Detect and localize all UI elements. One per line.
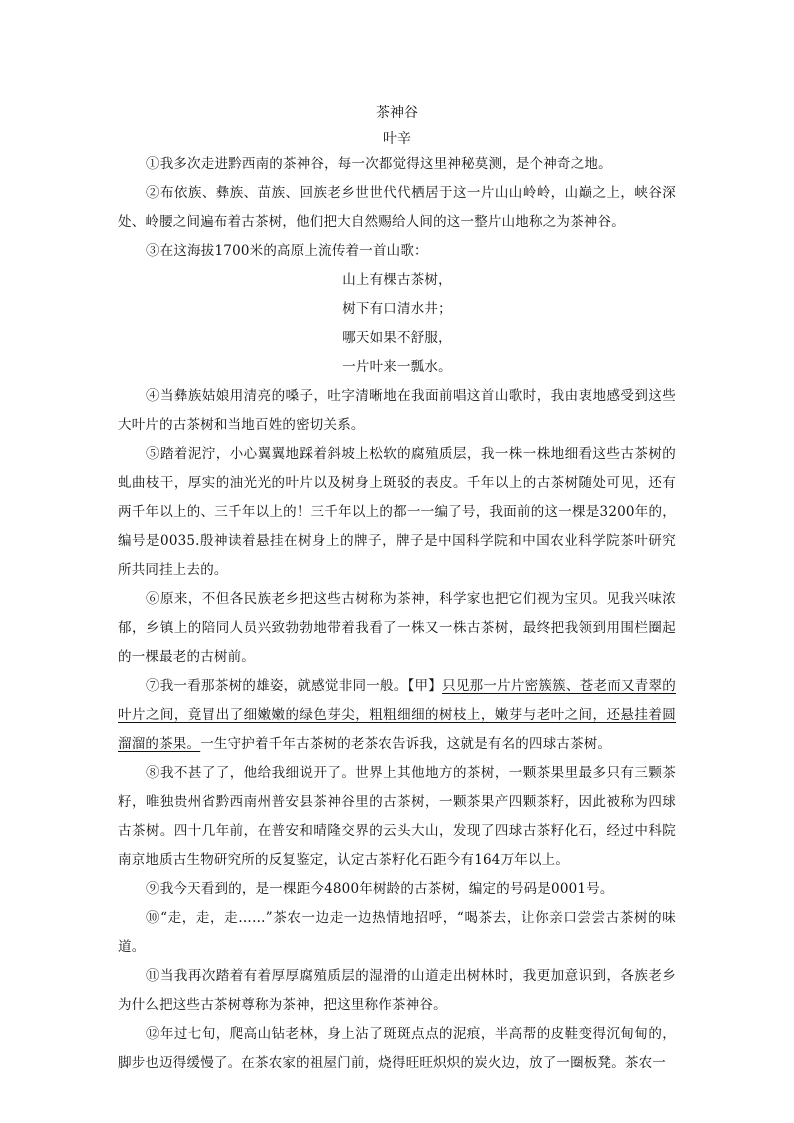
paragraph-6: ⑥原来，不但各民族老乡把这些古树称为茶神，科学家也把它们视为宝贝。见我兴味浓郁，乡镇上的陪同人员兴致勃勃地带着我看了一株又一株古茶树，最终把我领到用围栏圈起的一棵最老的古树前。 xyxy=(118,591,676,665)
poem-line-1: 山上有棵古茶树， xyxy=(342,272,452,288)
paragraph-9: ⑨我今天看到的，是一棵距今4800年树龄的古茶树，编定的号码是0001号。 xyxy=(146,881,614,897)
paragraph-3: ③在这海拔1700米的高原上流传着一首山歌： xyxy=(146,243,428,259)
paragraph-12: ⑫年过七旬，爬高山钻老林，身上沾了斑斑点点的泥痕，半高帮的皮鞋变得沉甸甸的，脚步也迈得缓慢了。在茶农家的祖屋门前，烧得旺旺炽炽的炭火边，放了一圈板凳。茶农一 xyxy=(118,1026,676,1071)
paragraph-11: ⑪当我再次踏着有着厚厚腐殖质层的湿滑的山道走出树林时，我更加意识到，各族老乡为什么把这些古茶树尊称为茶神，把这里称作茶神谷。 xyxy=(118,968,676,1013)
paragraph-7-tail: 一生守护着千年古茶树的老茶农告诉我，这就是有名的四球古茶树。 xyxy=(200,736,612,752)
paragraph-7-lead: ⑦我一看那茶树的雄姿，就感觉非同一般。【甲】 xyxy=(146,678,443,694)
poem-line-4: 一片叶来一瓢水。 xyxy=(342,359,452,375)
underlined-passage-jia: 只见那一片片密簇簇、苍老而又青翠的叶片之间，竟冒出了细嫩嫩的绿色芽尖，粗粗细细的树枝上，嫩芽与老叶之间，还悬挂着圆溜溜的茶果。 xyxy=(118,678,676,752)
paragraph-2: ②布依族、彝族、苗族、回族老乡世世代代栖居于这一片山山岭岭，山巅之上，峡谷深处、岭腰之间遍布着古茶树，他们把大自然赐给人间的这一整片山地称之为茶神谷。 xyxy=(118,185,676,230)
article-author: 叶辛 xyxy=(383,131,411,147)
poem-line-2: 树下有口清水井； xyxy=(342,301,452,317)
poem-line-3: 哪天如果不舒服， xyxy=(342,330,452,346)
paragraph-4: ④当彝族姑娘用清亮的嗓子，吐字清晰地在我面前唱这首山歌时，我由衷地感受到这些大叶片的古茶树和当地百姓的密切关系。 xyxy=(118,388,676,433)
paragraph-5: ⑤踏着泥泞，小心翼翼地踩着斜坡上松软的腐殖质层，我一株一株地细看这些古茶树的虬曲枝干，厚实的油光光的叶片以及树身上斑驳的表皮。千年以上的古茶树随处可见，还有两千年以上的、三千年以上的！三千年以上的都一一编了号，我面前的这一棵是3200年的，编号是0035.殷神读着悬挂在树身上的牌子，牌子是中国科学院和中国农业科学院茶叶研究所共同挂上去的。 xyxy=(118,446,676,578)
paragraph-10: ⑩“走，走，走……”茶农一边走一边热情地招呼，“喝茶去，让你亲口尝尝古茶树的味道。 xyxy=(118,910,676,955)
article-body xyxy=(118,150,676,1078)
article-title: 茶神谷 xyxy=(376,105,418,121)
paragraph-8: ⑧我不甚了了，他给我细说开了。世界上其他地方的茶树，一颗茶果里最多只有三颗茶籽，唯独贵州省黔西南州普安县茶神谷里的古茶树，一颗茶果产四颗茶籽，因此被称为四球古茶树。四十几年前，在普安和晴隆交界的云头大山，发现了四球古茶籽化石，经过中科院南京地质古生物研究所的反复鉴定，认定古茶籽化石距今有164万年以上。 xyxy=(118,765,676,868)
paragraph-1: ①我多次走进黔西南的茶神谷，每一次都觉得这里神秘莫测，是个神奇之地。 xyxy=(146,156,612,172)
paragraph-7 xyxy=(118,672,676,759)
